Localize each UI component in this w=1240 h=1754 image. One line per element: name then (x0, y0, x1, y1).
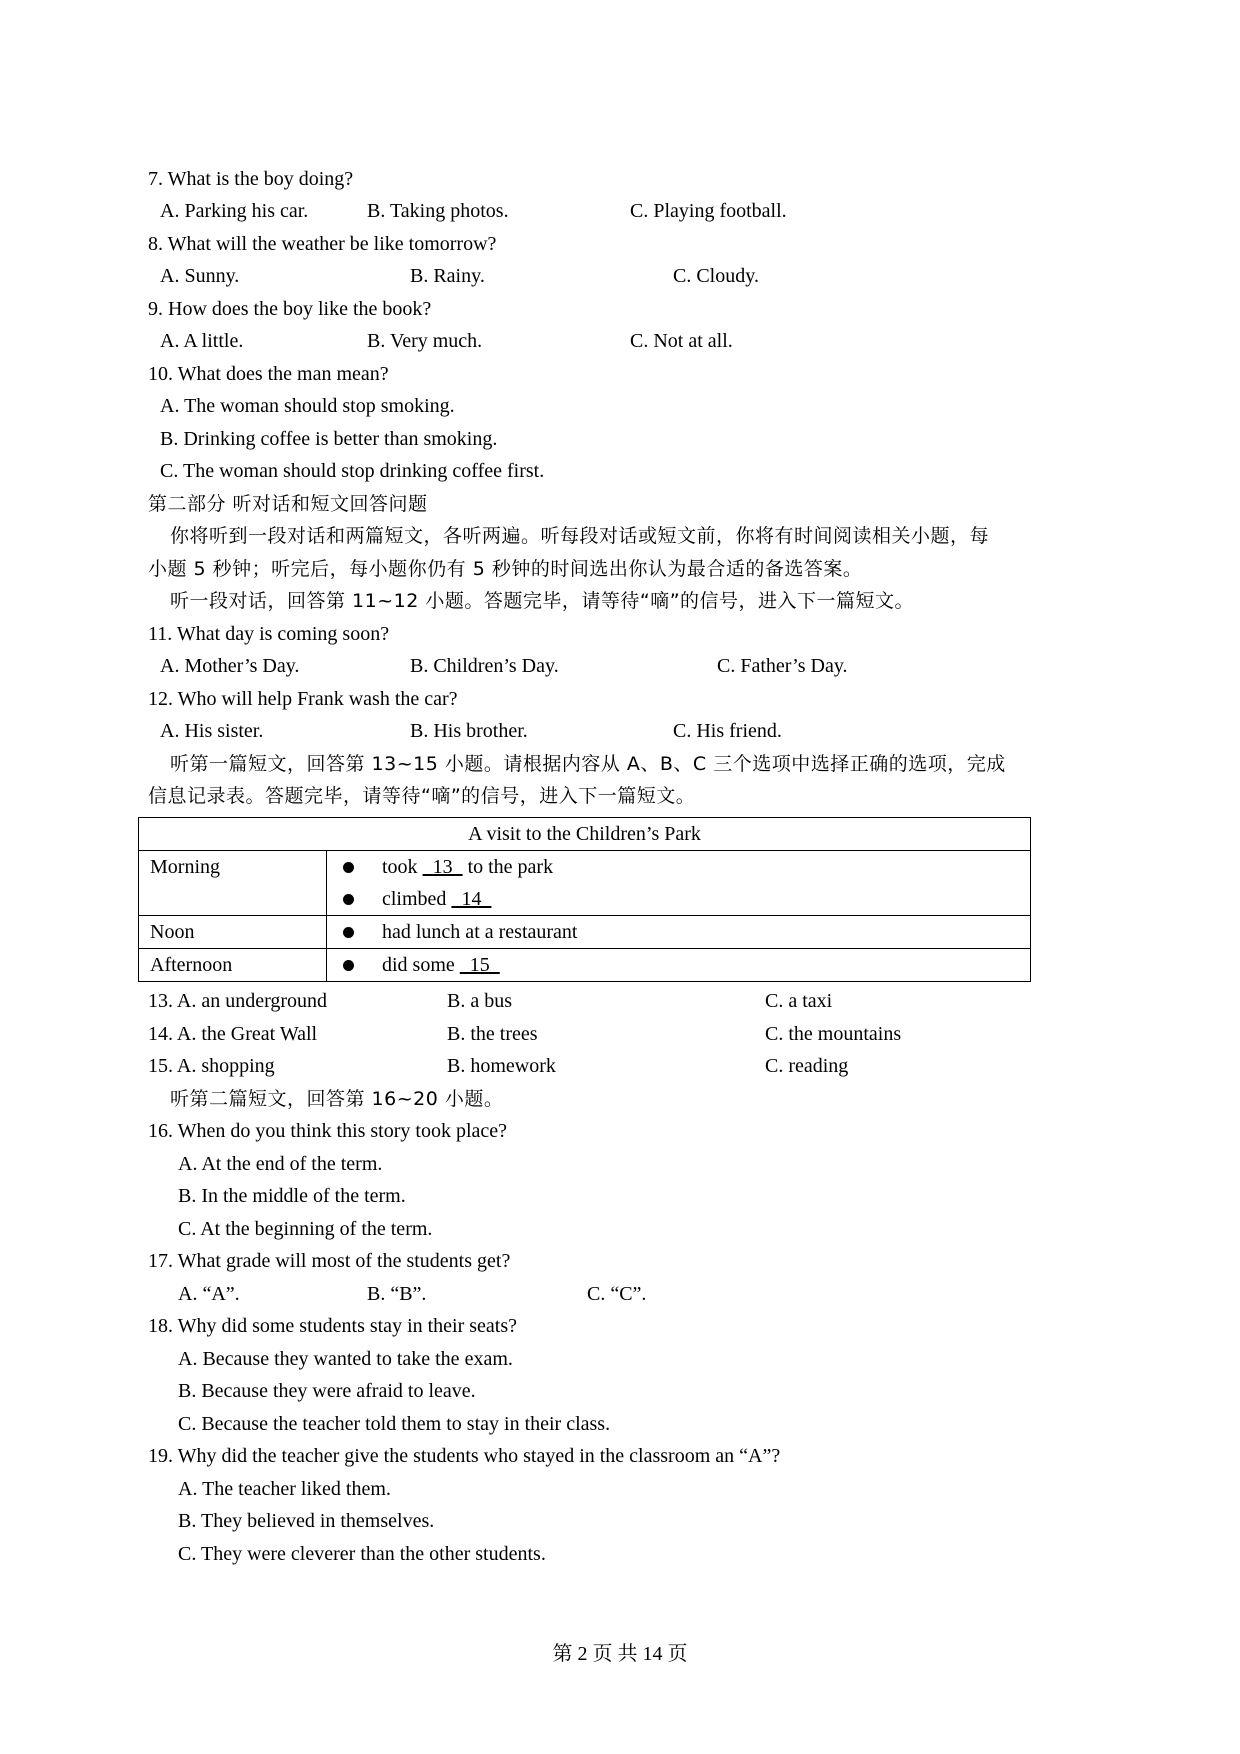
row-label-afternoon: Afternoon (139, 949, 327, 982)
item-text: did some (382, 953, 460, 976)
q11-option-a: A. Mother’s Day. (160, 655, 300, 677)
table-item (339, 883, 1019, 915)
q10-option-a: A. The woman should stop smoking. (160, 395, 455, 417)
q11-option-b: B. Children’s Day. (410, 655, 559, 677)
question-16: 16. When do you think this story took place? (148, 1120, 508, 1142)
item-text: to the park (462, 855, 554, 878)
bullet-icon (343, 862, 354, 873)
table-title: A visit to the Children’s Park (139, 818, 1031, 851)
q7-option-a: A. Parking his car. (160, 200, 309, 222)
q19-option-a: A. The teacher liked them. (178, 1478, 391, 1500)
q8-option-c: C. Cloudy. (673, 265, 759, 287)
q18-option-b: B. Because they were afraid to leave. (178, 1380, 476, 1402)
info-record-table (138, 817, 1031, 982)
q8-option-b: B. Rainy. (410, 265, 485, 287)
item-text: took (382, 855, 423, 878)
passage2-instructions: 听第二篇短文，回答第 16~20 小题。 (170, 1088, 504, 1110)
q10-option-c: C. The woman should stop drinking coffee first. (160, 460, 545, 482)
q13-option-b: B. a bus (447, 990, 512, 1012)
q17-option-c: C. “C”. (587, 1283, 647, 1305)
table-row (139, 949, 1031, 982)
q16-option-b: B. In the middle of the term. (178, 1185, 406, 1207)
q11-option-c: C. Father’s Day. (717, 655, 848, 677)
q18-option-c: C. Because the teacher told them to stay in their class. (178, 1413, 611, 1435)
q15-option-b: B. homework (447, 1055, 556, 1077)
q10-option-b: B. Drinking coffee is better than smoking. (160, 428, 498, 450)
q16-option-a: A. At the end of the term. (178, 1153, 383, 1175)
q9-option-b: B. Very much. (367, 330, 483, 352)
q13-option-c: C. a taxi (765, 990, 833, 1012)
dialog-instructions: 听一段对话，回答第 11~12 小题。答题完毕，请等待“嘀”的信号，进入下一篇短文。 (170, 590, 915, 612)
passage1-instructions-line2: 信息记录表。答题完毕，请等待“嘀”的信号，进入下一篇短文。 (148, 785, 696, 807)
row-label-morning: Morning (139, 851, 327, 916)
q16-option-c: C. At the beginning of the term. (178, 1218, 433, 1240)
table-item (339, 916, 1019, 948)
q18-option-a: A. Because they wanted to take the exam. (178, 1348, 513, 1370)
table-item (339, 949, 1019, 981)
question-11: 11. What day is coming soon? (148, 623, 390, 645)
table-item (339, 851, 1019, 883)
q9-option-a: A. A little. (160, 330, 244, 352)
passage1-instructions-line1: 听第一篇短文，回答第 13~15 小题。请根据内容从 A、B、C 三个选项中选择正确的选项，完成 (170, 753, 1006, 775)
q19-option-c: C. They were cleverer than the other students. (178, 1543, 546, 1565)
q7-option-c: C. Playing football. (630, 200, 787, 222)
question-17: 17. What grade will most of the students get? (148, 1250, 511, 1272)
table-row (139, 851, 1031, 916)
q9-option-c: C. Not at all. (630, 330, 733, 352)
question-18: 18. Why did some students stay in their seats? (148, 1315, 518, 1337)
q15-option-c: C. reading (765, 1055, 849, 1077)
q8-option-a: A. Sunny. (160, 265, 240, 287)
q13-option-a: 13. A. an underground (148, 990, 328, 1012)
part2-intro-line2: 小题 5 秒钟；听完后，每小题你仍有 5 秒钟的时间选出你认为最合适的备选答案。 (148, 558, 863, 580)
question-8: 8. What will the weather be like tomorrow? (148, 233, 497, 255)
question-9: 9. How does the boy like the book? (148, 298, 432, 320)
question-19: 19. Why did the teacher give the students who stayed in the classroom an “A”? (148, 1445, 781, 1467)
q14-option-b: B. the trees (447, 1023, 538, 1045)
part2-intro-line1: 你将听到一段对话和两篇短文，各听两遍。听每段对话或短文前，你将有时间阅读相关小题，每 (170, 525, 990, 547)
q12-option-a: A. His sister. (160, 720, 264, 742)
q19-option-b: B. They believed in themselves. (178, 1510, 435, 1532)
answer-blank-15: 15 (459, 953, 500, 976)
q17-option-a: A. “A”. (178, 1283, 240, 1305)
q7-option-b: B. Taking photos. (367, 200, 509, 222)
row-label-noon: Noon (139, 916, 327, 949)
q15-option-a: 15. A. shopping (148, 1055, 275, 1077)
q14-option-c: C. the mountains (765, 1023, 902, 1045)
answer-blank-14: 14 (451, 887, 492, 910)
table-row (139, 916, 1031, 949)
q12-option-b: B. His brother. (410, 720, 528, 742)
bullet-icon (343, 927, 354, 938)
question-7: 7. What is the boy doing? (148, 168, 354, 190)
bullet-icon (343, 960, 354, 971)
page-number: 第 2 页 共 14 页 (552, 1643, 688, 1665)
item-text: climbed (382, 887, 452, 910)
question-12: 12. Who will help Frank wash the car? (148, 688, 458, 710)
item-text: had lunch at a restaurant (382, 920, 578, 943)
q14-option-a: 14. A. the Great Wall (148, 1023, 318, 1045)
question-10: 10. What does the man mean? (148, 363, 389, 385)
q12-option-c: C. His friend. (673, 720, 782, 742)
q17-option-b: B. “B”. (367, 1283, 427, 1305)
bullet-icon (343, 894, 354, 905)
part2-heading: 第二部分 听对话和短文回答问题 (148, 493, 428, 515)
answer-blank-13: 13 (422, 855, 463, 878)
